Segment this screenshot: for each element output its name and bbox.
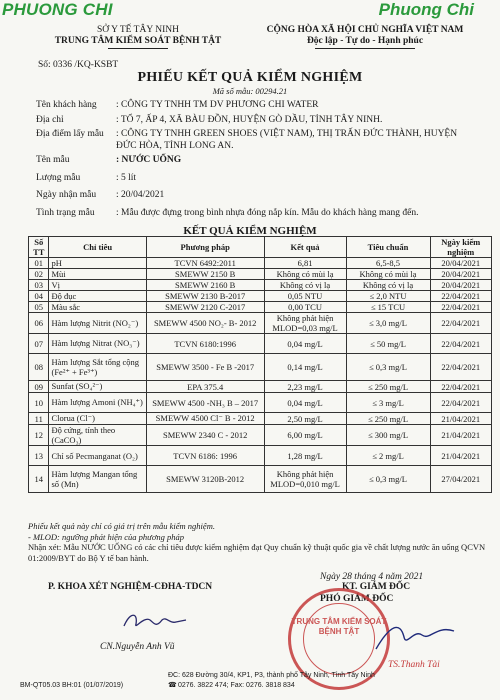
footer-phone: 0276. 3822 474; Fax: 0276. 3818 834 [177,682,295,689]
cell-method: SMEWW 4500 Cl⁻ B - 2012 [146,413,264,425]
cell-date: 21/04/2021 [430,413,492,425]
cell-result: 0,00 TCU [264,302,346,313]
col-header: Kết quả [264,237,346,258]
cell-no: 05 [29,302,49,313]
cell-date: 27/04/2021 [430,466,492,493]
cell-standard: ≤ 250 mg/L [346,381,430,393]
cell-no: 03 [29,280,49,291]
country-name: CỘNG HÒA XÃ HỘI CHỦ NGHĨA VIỆT NAM [266,25,464,35]
table-row [29,393,492,413]
phone-icon: ☎ [168,682,177,689]
cell-standard: ≤ 3 mg/L [346,393,430,413]
table-row [29,466,492,493]
table-row [29,446,492,466]
cell-parameter: Vị [49,280,146,291]
motto: Độc lập - Tự do - Hạnh phúc [306,36,424,46]
cell-no: 12 [29,425,49,446]
cell-standard: Không có vị lạ [346,280,430,291]
cell-result: 0,04 mg/L [264,393,346,413]
cell-method: SMEWW 2130 B-2017 [146,291,264,302]
header-right-underline [315,48,415,49]
table-row [29,425,492,446]
cell-no: 04 [29,291,49,302]
cell-no: 01 [29,258,49,269]
form-code: BM-QT05.03 BH:01 (01/07/2019) [20,682,124,689]
cell-standard: ≤ 0,3 mg/L [346,354,430,381]
center-name: TRUNG TÂM KIỂM SOÁT BỆNH TẬT [54,36,222,46]
cell-method: SMEWW 4500 NO₂- B- 2012 [146,313,264,334]
cell-result: 0,05 NTU [264,291,346,302]
cell-result: Không phát hiện MLOD=0,010 mg/L [264,466,346,493]
cell-date: 20/04/2021 [430,280,492,291]
results-title: KẾT QUẢ KIỂM NGHIỆM [183,225,317,237]
cell-method: TCVN 6186: 1996 [146,446,264,466]
cell-no: 08 [29,354,49,381]
cell-no: 09 [29,381,49,393]
cell-no: 10 [29,393,49,413]
cell-parameter: Clorua (Cl⁻) [49,413,146,425]
cell-result: 6,00 mg/L [264,425,346,446]
cell-result: Không phát hiện MLOD=0,03 mg/L [264,313,346,334]
info-value: : 5 lít [116,172,137,183]
vice-director-title: PHÓ GIÁM ĐỐC [320,594,394,604]
sample-code: Mã số mẫu: 00294.21 [212,86,288,96]
cell-method: SMEWW 4500 -NH₃ B – 2017 [146,393,264,413]
table-row [29,354,492,381]
table-row [29,334,492,354]
info-key: Địa điểm lấy mẫu [36,129,104,139]
sample-info [36,100,476,219]
cell-date: 21/04/2021 [430,425,492,446]
cell-result: 0,14 mg/L [264,354,346,381]
col-header: Chỉ tiêu [49,237,146,258]
info-value: : NƯỚC UỐNG [116,155,182,165]
cell-result: 1,28 mg/L [264,446,346,466]
signature-1 [120,608,190,634]
info-row [36,173,476,185]
cell-no: 11 [29,413,49,425]
cell-method: TCVN 6492:2011 [146,258,264,269]
cell-date: 22/04/2021 [430,393,492,413]
cell-parameter: Hàm lượng Mangan tổng số (Mn) [49,466,146,493]
cell-method: SMEWW 2160 B [146,280,264,291]
cell-parameter: Màu sắc [49,302,146,313]
info-value: : CÔNG TY TNHH GREEN SHOES (VIỆT NAM), THỊ TRẤN ĐỨC THÀNH, HUYỆN ĐỨC HÒA, TỈNH LONG AN. [116,129,458,151]
cell-no: 07 [29,334,49,354]
signer-2-name: TS.Thanh Tài [388,660,440,670]
cell-result: 0,04 mg/L [264,334,346,354]
header-left-underline [108,48,168,49]
table-row [29,313,492,334]
cell-standard: ≤ 2 mg/L [346,446,430,466]
cell-date: 22/04/2021 [430,381,492,393]
cell-result: Không có vị lạ [264,280,346,291]
cell-standard: ≤ 50 mg/L [346,334,430,354]
notes [28,521,488,563]
info-value: : TỔ 7, ẤP 4, XÃ BÀU ĐỒN, HUYỆN GÒ DẦU, TỈNH TÂY NINH. [116,114,383,125]
table-row [29,291,492,302]
note-conclusion: Nhận xét: Mẫu NƯỚC UỐNG có các chỉ tiêu được kiểm nghiệm đạt Quy chuẩn kỹ thuật quốc gia về chất lượng nước ăn uống QCVN 01:2009/BYT do Bộ Y tế ban hành. [28,542,486,563]
signer-1-name: CN.Nguyễn Anh Vũ [100,642,175,652]
cell-method: SMEWW 2150 B [146,269,264,280]
info-row [36,100,476,112]
info-value: : CÔNG TY TNHH TM DV PHƯƠNG CHI WATER [116,100,319,110]
cell-date: 20/04/2021 [430,258,492,269]
brand-watermark: Phuong Chi [378,0,474,19]
info-row [36,115,476,127]
cell-date: 20/04/2021 [430,269,492,280]
cell-parameter: Độ đục [49,291,146,302]
cell-parameter: Chỉ số Pecmanganat (O₂) [49,446,146,466]
info-key: Tình trạng mẫu [36,207,95,218]
table-header-row [29,237,492,258]
cell-result: 2,50 mg/L [264,413,346,425]
cell-method: SMEWW 3500 - Fe B -2017 [146,354,264,381]
col-header: Phương pháp [146,237,264,258]
table-row [29,280,492,291]
info-key: Địa chỉ [36,114,64,125]
cell-date: 22/04/2021 [430,354,492,381]
info-row [36,208,476,220]
document-number: Số: 0336 /KQ-KSBT [38,60,119,70]
cell-method: EPA 375.4 [146,381,264,393]
cell-no: 02 [29,269,49,280]
document-title: PHIẾU KẾT QUẢ KIỂM NGHIỆM [137,70,363,85]
footer [168,671,496,691]
info-key: Tên mẫu [36,155,70,165]
signature-2 [370,615,460,665]
col-header: Tiêu chuẩn [346,237,430,258]
cell-date: 22/04/2021 [430,291,492,302]
cell-parameter: Sunfat (SO₄²⁻) [49,381,146,393]
info-row [36,155,476,167]
cell-standard: ≤ 2,0 NTU [346,291,430,302]
stamp-text: TRUNG TÂM KIỂM SOÁT BỆNH TẬT [291,617,387,636]
note-validity: Phiếu kết quả này chỉ có giá trị trên mẫu kiểm nghiệm. [28,521,215,531]
cell-date: 21/04/2021 [430,446,492,466]
table-row [29,413,492,425]
cell-parameter: Độ cứng, tính theo (CaCO₃) [49,425,146,446]
cell-no: 14 [29,466,49,493]
cell-parameter: Hàm lượng Nitrit (NO₂⁻) [49,313,146,334]
table-row [29,269,492,280]
cell-parameter: Hàm lượng Nitrat (NO₃⁻) [49,334,146,354]
cell-no: 13 [29,446,49,466]
cell-parameter: Mùi [49,269,146,280]
cell-standard: ≤ 15 TCU [346,302,430,313]
table-row [29,381,492,393]
cell-result: 6,81 [264,258,346,269]
info-key: Ngày nhận mẫu [36,190,97,200]
department-title: P. KHOA XÉT NGHIỆM-CĐHA-TDCN [48,582,213,592]
info-row [36,190,476,202]
cell-standard: 6,5-8,5 [346,258,430,269]
footer-contact [168,681,496,691]
cell-parameter: pH [49,258,146,269]
cell-result: 2,23 mg/L [264,381,346,393]
cell-date: 22/04/2021 [430,334,492,354]
brand-logo: PHUONG CHI [2,0,113,19]
cell-standard: ≤ 0,3 mg/L [346,466,430,493]
cell-method: SMEWW 2340 C - 2012 [146,425,264,446]
info-key: Tên khách hàng [36,100,97,110]
cell-method: SMEWW 2120 C-2017 [146,302,264,313]
place-date: Ngày 28 tháng 4 năm 2021 [320,572,424,582]
ministry-name: SỞ Y TẾ TÂY NINH [97,25,179,35]
header-right [240,25,490,49]
header-left [38,25,238,49]
director-title: KT. GIÁM ĐỐC [342,582,411,592]
info-key: Lượng mẫu [36,172,81,183]
cell-no: 06 [29,313,49,334]
note-mlod: - MLOD: ngưỡng phát hiện của phương pháp [28,531,184,542]
col-header: Ngày kiểm nghiệm [430,237,492,258]
cell-parameter: Hàm lượng Amoni (NH₄⁺) [49,393,146,413]
cell-date: 22/04/2021 [430,313,492,334]
info-value: : 20/04/2021 [116,190,165,200]
stamp-inner-ring [303,603,375,675]
table-row [29,302,492,313]
table-row [29,258,492,269]
cell-parameter: Hàm lượng Sắt tổng cộng (Fe²⁺ + Fe³⁺) [49,354,146,381]
cell-method: TCVN 6180:1996 [146,334,264,354]
col-header: Số TT [29,237,49,258]
results-table [28,236,492,493]
info-value: : Mẫu được đựng trong bình nhựa đóng nắp kín. Mẫu do khách hàng mang đến. [116,207,419,218]
footer-address: ĐC: 628 Đường 30/4, KP1, P3, thành phố Tây Ninh, Tỉnh Tây Ninh [168,672,375,679]
cell-standard: Không có mùi lạ [346,269,430,280]
cell-result: Không có mùi lạ [264,269,346,280]
info-row [36,129,476,152]
cell-date: 22/04/2021 [430,302,492,313]
cell-standard: ≤ 250 mg/L [346,413,430,425]
cell-standard: ≤ 300 mg/L [346,425,430,446]
cell-method: SMEWW 3120B-2012 [146,466,264,493]
cell-standard: ≤ 3,0 mg/L [346,313,430,334]
